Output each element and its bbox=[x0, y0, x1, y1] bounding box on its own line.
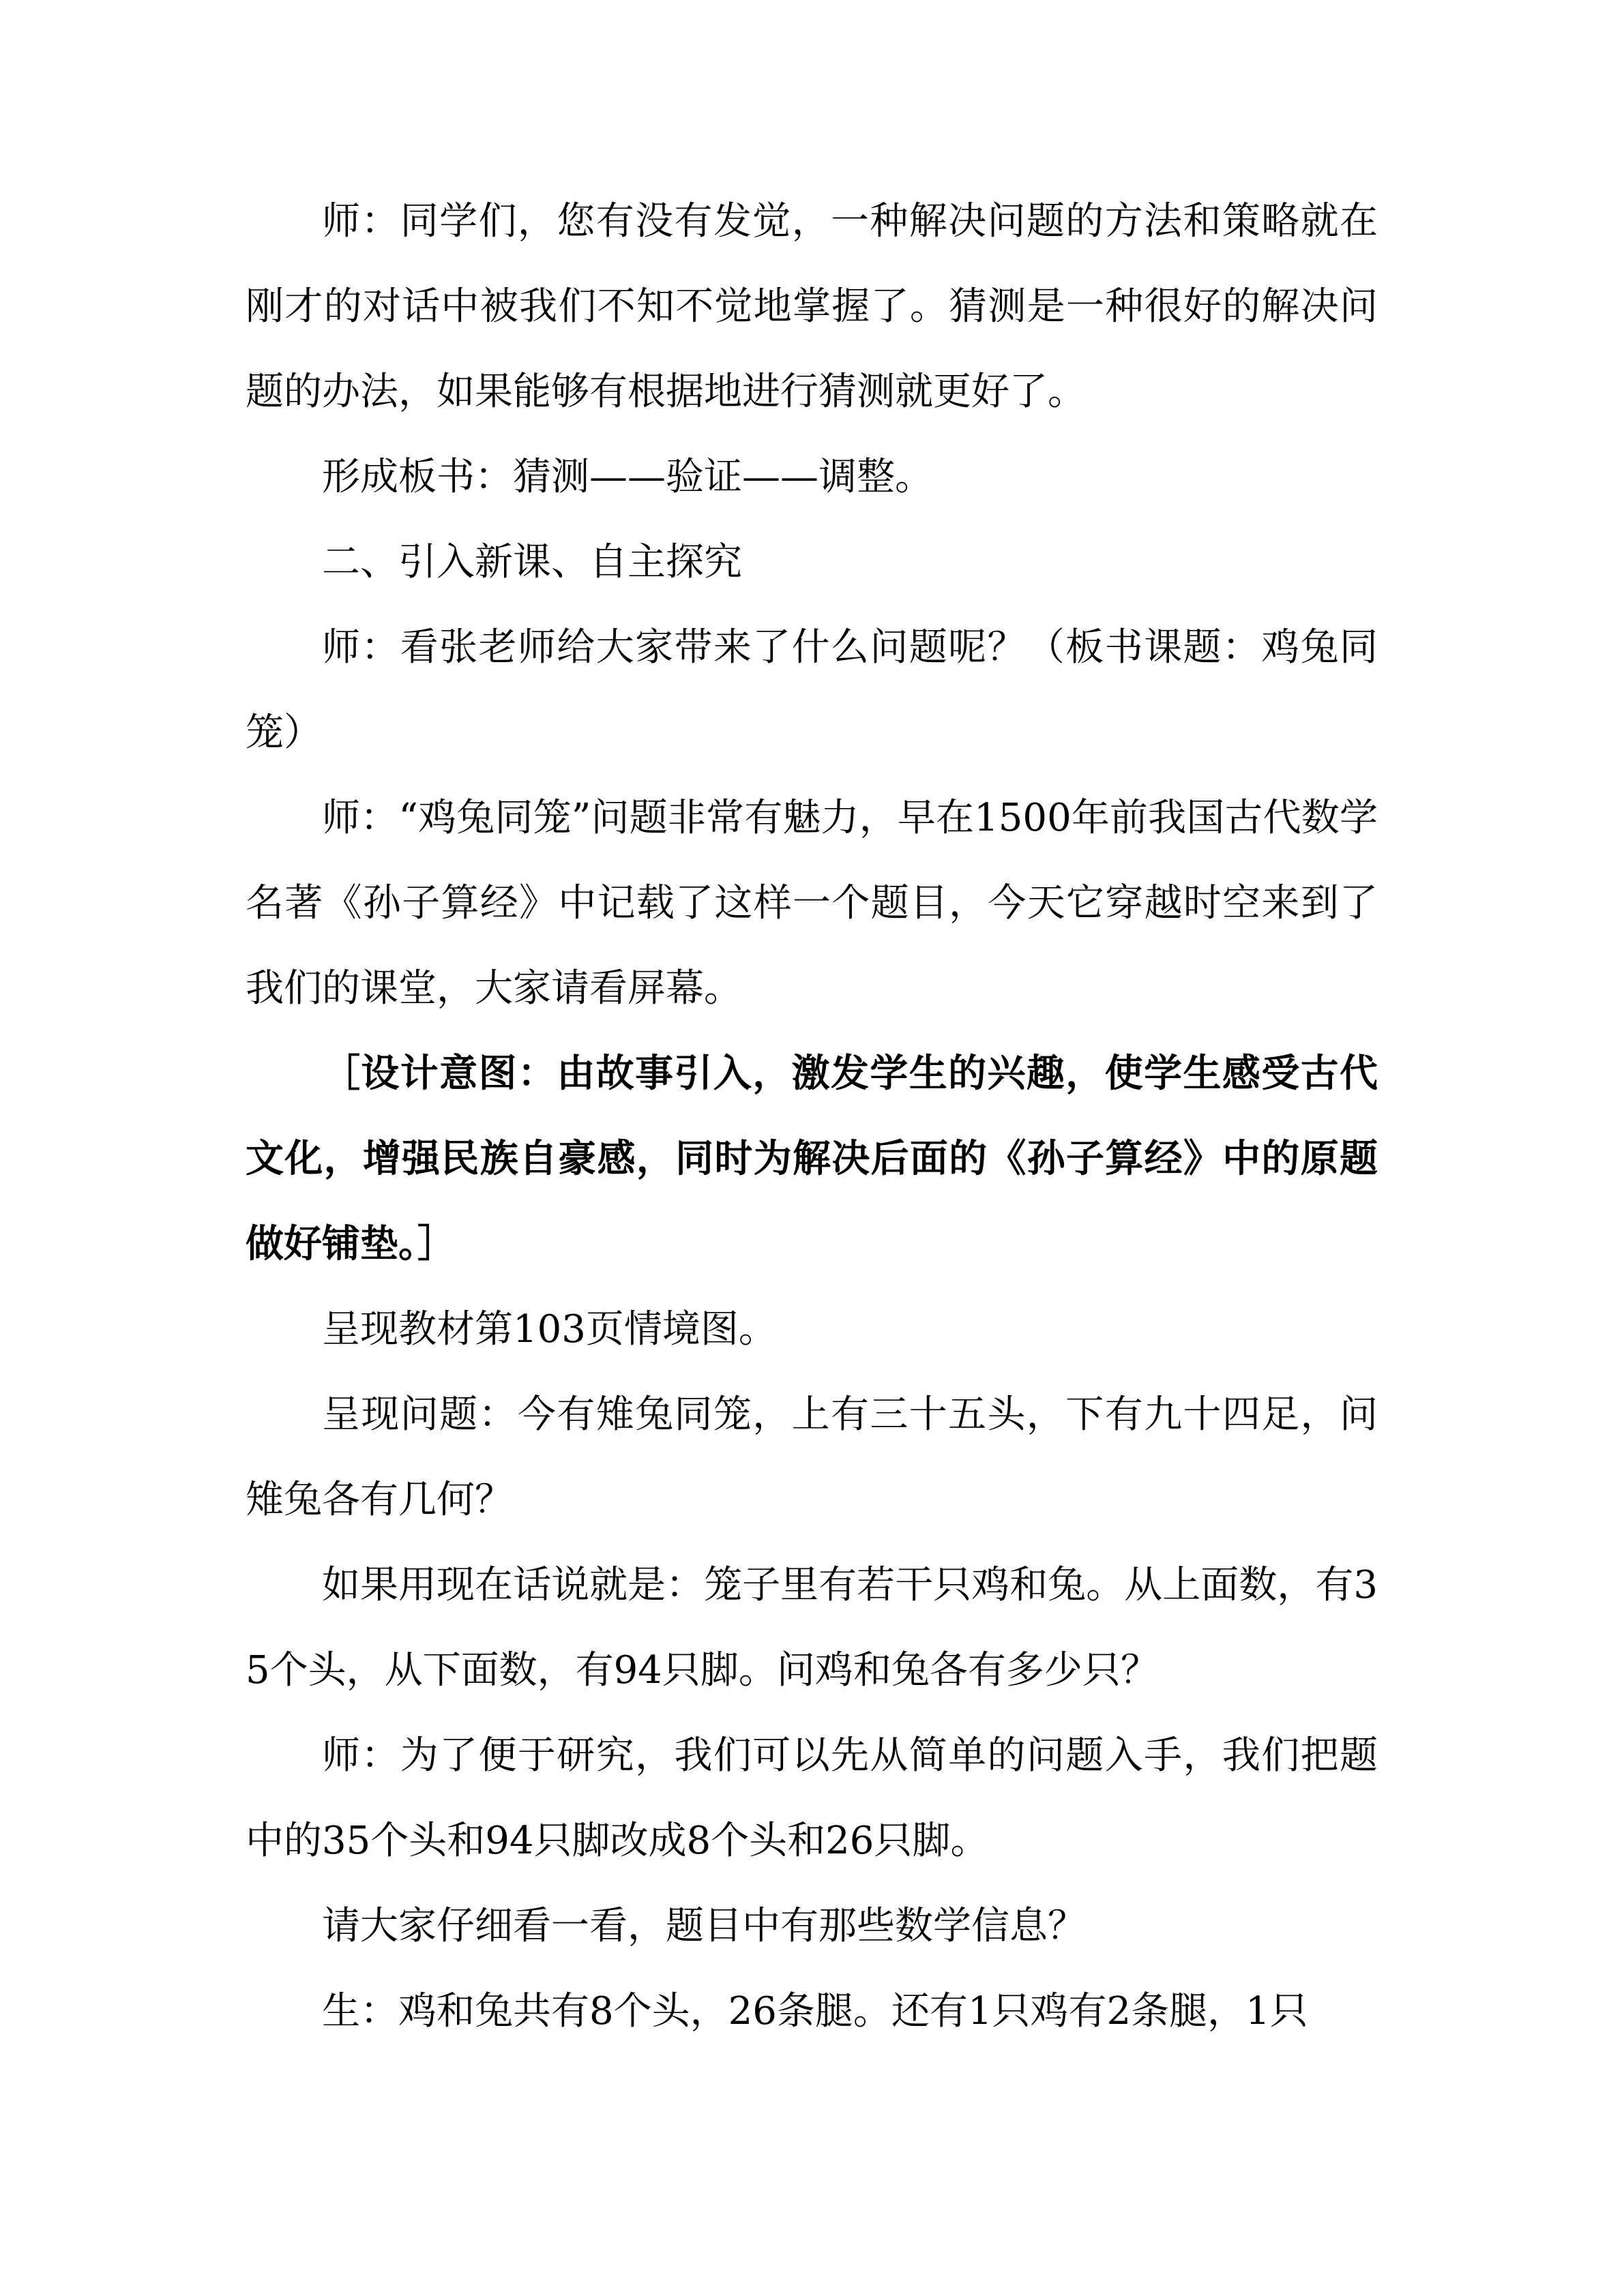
section-heading-new-lesson: 二、引入新课、自主探究 bbox=[322, 540, 742, 584]
paragraph-question-info: 请大家仔细看一看，题目中有那些数学信息？ bbox=[322, 1904, 1086, 1948]
design-intent-note: ［设计意图：由故事引入，激发学生的兴趣，使学生感受古代文化，增强民族自豪感，同时为解决后面的《孙子算经》中的原题做好铺垫。］ bbox=[246, 1052, 1378, 1266]
paragraph-teacher-strategy: 师：同学们，您有没有发觉，一种解决问题的方法和策略就在刚才的对话中被我们不知不觉地掌握了。猜测是一种很好的解决问题的办法，如果能够有根据地进行猜测就更好了。 bbox=[246, 199, 1378, 414]
paragraph-student-answer: 生：鸡和兔共有8个头，26条腿。还有1只鸡有2条腿，1只 bbox=[322, 1989, 1308, 2033]
document-body bbox=[246, 179, 1378, 2054]
paragraph-ancient-problem: 呈现问题：今有雉兔同笼，上有三十五头，下有九十四足，问雉兔各有几何？ bbox=[246, 1392, 1378, 1522]
paragraph-lesson-title: 师：看张老师给大家带来了什么问题呢？（板书课题：鸡兔同笼） bbox=[246, 625, 1378, 755]
paragraph-textbook-figure: 呈现教材第103页情境图。 bbox=[322, 1307, 777, 1352]
paragraph-history-intro: 师：“鸡兔同笼”问题非常有魅力，早在1500年前我国古代数学名著《孙子算经》中记载了这样一个题目，今天它穿越时空来到了我们的课堂，大家请看屏幕。 bbox=[246, 796, 1378, 1011]
paragraph-board-writing: 形成板书：猜测——验证——调整。 bbox=[322, 455, 933, 499]
paragraph-modern-restatement: 如果用现在话说就是：笼子里有若干只鸡和兔。从上面数，有35个头，从下面数，有94只脚。问鸡和兔各有多少只？ bbox=[246, 1563, 1378, 1693]
paragraph-simplify-problem: 师：为了便于研究，我们可以先从简单的问题入手，我们把题中的35个头和94只脚改成8个头和26只脚。 bbox=[246, 1733, 1378, 1863]
